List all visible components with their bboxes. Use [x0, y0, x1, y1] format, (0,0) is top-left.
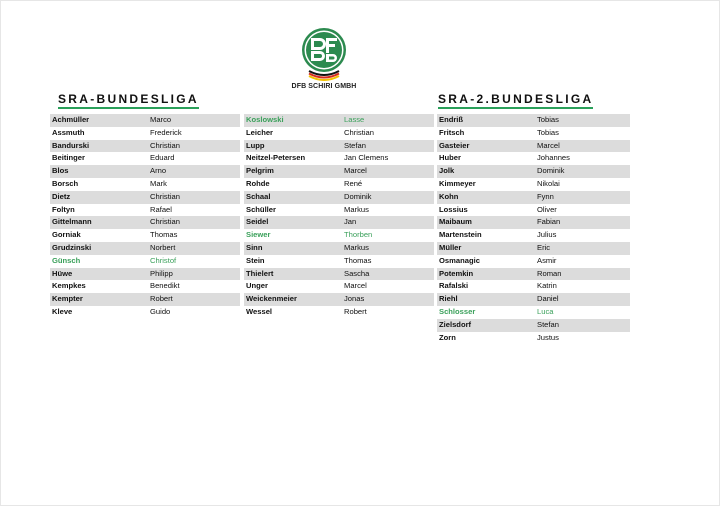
referee-last-name: Thielert — [246, 268, 274, 278]
referee-row — [50, 216, 240, 229]
referee-row — [244, 114, 434, 127]
referee-first-name: Justus — [537, 332, 559, 342]
referee-row — [437, 178, 630, 191]
referee-last-name: Schaal — [246, 191, 271, 201]
referee-first-name: Thomas — [344, 255, 372, 265]
referee-first-name: Stefan — [344, 140, 366, 150]
referee-last-name: Gorniak — [52, 230, 81, 240]
referee-last-name: Pelgrim — [246, 166, 274, 176]
heading-bundesliga: SRA-BUNDESLIGA — [58, 92, 199, 109]
referee-row — [50, 280, 240, 293]
referee-last-name: Wessel — [246, 306, 273, 316]
referee-first-name: Katrin — [537, 281, 557, 291]
referee-last-name: Unger — [246, 281, 268, 291]
referee-row — [50, 127, 240, 140]
referee-row — [244, 280, 434, 293]
referee-row — [50, 306, 240, 319]
referee-first-name: Christian — [150, 140, 180, 150]
referee-last-name: Leicher — [246, 127, 274, 137]
referee-row — [244, 178, 434, 191]
referee-first-name: Roman — [537, 268, 562, 278]
referee-last-name: Müller — [439, 242, 462, 252]
referee-first-name: Julius — [537, 230, 557, 240]
referee-list-column-1 — [50, 114, 240, 319]
referee-first-name: Daniel — [537, 294, 559, 304]
referee-row — [50, 268, 240, 281]
referee-row — [437, 268, 630, 281]
referee-last-name: Borsch — [52, 178, 79, 188]
referee-last-name: Jolk — [439, 166, 455, 176]
heading-2-bundesliga: SRA-2.BUNDESLIGA — [438, 92, 593, 109]
referee-first-name: Philipp — [150, 268, 173, 278]
referee-first-name: Stefan — [537, 319, 559, 329]
referee-row — [437, 127, 630, 140]
referee-last-name: Potemkin — [439, 268, 474, 278]
referee-last-name: Koslowski — [246, 115, 284, 124]
referee-last-name: Zielsdorf — [439, 319, 472, 329]
referee-first-name: Marco — [150, 115, 172, 124]
referee-first-name: Robert — [344, 306, 367, 316]
referee-first-name: Fabian — [537, 217, 561, 227]
referee-first-name: Markus — [344, 204, 369, 214]
referee-row — [244, 152, 434, 165]
referee-last-name: Maibaum — [439, 217, 472, 227]
referee-row — [437, 293, 630, 306]
referee-last-name: Beitinger — [52, 153, 85, 163]
referee-row — [437, 319, 630, 332]
referee-first-name: Tobias — [537, 115, 559, 124]
referee-row — [437, 191, 630, 204]
referee-row — [437, 152, 630, 165]
referee-first-name: Oliver — [537, 204, 557, 214]
referee-first-name: Christian — [150, 191, 180, 201]
referee-first-name: Nikolai — [537, 178, 560, 188]
referee-last-name: Schüller — [246, 204, 276, 214]
referee-first-name: Jan Clemens — [344, 153, 389, 163]
referee-last-name: Weickenmeier — [246, 294, 297, 304]
referee-first-name: Marcel — [537, 140, 560, 150]
referee-row — [244, 255, 434, 268]
referee-last-name: Martenstein — [439, 230, 482, 240]
referee-first-name: Marcel — [344, 281, 367, 291]
referee-first-name: Johannes — [537, 153, 570, 163]
referee-last-name: Neitzel-Petersen — [246, 153, 306, 163]
referee-first-name: Marcel — [344, 166, 367, 176]
referee-row — [437, 140, 630, 153]
referee-row — [50, 165, 240, 178]
referee-row — [437, 114, 630, 127]
referee-last-name: Foltyn — [52, 204, 75, 214]
referee-row — [244, 140, 434, 153]
referee-first-name: Jan — [344, 217, 357, 227]
referee-last-name: Kempkes — [52, 281, 86, 291]
referee-last-name: Kempter — [52, 294, 83, 304]
referee-row — [244, 216, 434, 229]
referee-last-name: Assmuth — [52, 127, 85, 137]
referee-row — [50, 204, 240, 217]
referee-row — [437, 255, 630, 268]
referee-last-name: Kohn — [439, 191, 459, 201]
referee-row — [50, 191, 240, 204]
referee-row — [244, 204, 434, 217]
referee-last-name: Achmüller — [52, 115, 90, 124]
referee-first-name: Christian — [344, 127, 374, 137]
referee-row — [244, 306, 434, 319]
referee-first-name: Luca — [537, 306, 554, 316]
referee-row — [244, 229, 434, 242]
referee-row — [50, 140, 240, 153]
referee-first-name: Christof — [150, 255, 177, 265]
referee-row — [244, 268, 434, 281]
referee-last-name: Riehl — [439, 294, 458, 304]
referee-first-name: Lasse — [344, 115, 365, 124]
referee-last-name: Huber — [439, 153, 461, 163]
referee-last-name: Günsch — [52, 255, 81, 265]
referee-first-name: Norbert — [150, 242, 176, 252]
referee-row — [50, 293, 240, 306]
referee-first-name: Thorben — [344, 230, 373, 240]
referee-first-name: Rafael — [150, 204, 172, 214]
referee-last-name: Gasteier — [439, 140, 470, 150]
referee-last-name: Osmanagic — [439, 255, 480, 265]
referee-row — [437, 216, 630, 229]
referee-first-name: Eric — [537, 242, 551, 252]
referee-last-name: Kleve — [52, 306, 73, 316]
referee-row — [437, 204, 630, 217]
referee-last-name: Zorn — [439, 332, 456, 342]
referee-row — [50, 152, 240, 165]
referee-last-name: Grudzinski — [52, 242, 92, 252]
referee-row — [50, 114, 240, 127]
referee-row — [437, 229, 630, 242]
referee-first-name: Benedikt — [150, 281, 180, 291]
referee-first-name: Markus — [344, 242, 369, 252]
referee-last-name: Gittelmann — [52, 217, 92, 227]
referee-first-name: Eduard — [150, 153, 175, 163]
referee-first-name: Guido — [150, 306, 171, 316]
referee-row — [437, 165, 630, 178]
referee-row — [437, 306, 630, 319]
referee-last-name: Kimmeyer — [439, 178, 476, 188]
referee-row — [437, 332, 630, 345]
referee-first-name: Dominik — [344, 191, 372, 201]
referee-row — [244, 293, 434, 306]
referee-first-name: Sascha — [344, 268, 370, 278]
referee-row — [437, 242, 630, 255]
referee-row — [244, 242, 434, 255]
referee-first-name: Dominik — [537, 166, 565, 176]
referee-last-name: Dietz — [52, 191, 71, 201]
referee-list-column-3 — [437, 114, 630, 344]
referee-last-name: Rafalski — [439, 281, 469, 291]
referee-first-name: Mark — [150, 178, 167, 188]
referee-first-name: Thomas — [150, 230, 178, 240]
referee-last-name: Schlosser — [439, 306, 476, 316]
referee-first-name: Tobias — [537, 127, 559, 137]
referee-last-name: Lossius — [439, 204, 468, 214]
referee-list-column-2 — [244, 114, 434, 319]
referee-last-name: Seidel — [246, 217, 269, 227]
referee-first-name: Asmir — [537, 255, 557, 265]
referee-first-name: Fynn — [537, 191, 554, 201]
referee-row — [50, 229, 240, 242]
referee-first-name: Robert — [150, 294, 173, 304]
referee-first-name: Arno — [150, 166, 167, 176]
referee-row — [244, 165, 434, 178]
referee-first-name: Jonas — [344, 294, 365, 304]
referee-last-name: Bandurski — [52, 140, 90, 150]
referee-last-name: Lupp — [246, 140, 265, 150]
referee-row — [244, 191, 434, 204]
referee-last-name: Fritsch — [439, 127, 465, 137]
referee-last-name: Rohde — [246, 178, 270, 188]
referee-last-name: Blos — [52, 166, 69, 176]
organization-name: DFB SCHIRI GMBH — [291, 83, 357, 90]
referee-last-name: Sinn — [246, 242, 263, 252]
referee-row — [50, 255, 240, 268]
referee-row — [50, 242, 240, 255]
referee-row — [244, 127, 434, 140]
referee-last-name: Siewer — [246, 230, 271, 240]
referee-first-name: Christian — [150, 217, 180, 227]
referee-last-name: Stein — [246, 255, 265, 265]
referee-row — [50, 178, 240, 191]
referee-first-name: Frederick — [150, 127, 182, 137]
referee-first-name: René — [344, 178, 363, 188]
referee-row — [437, 280, 630, 293]
referee-last-name: Hüwe — [52, 268, 73, 278]
dfb-logo-icon — [300, 27, 348, 81]
referee-last-name: Endriß — [439, 115, 464, 124]
